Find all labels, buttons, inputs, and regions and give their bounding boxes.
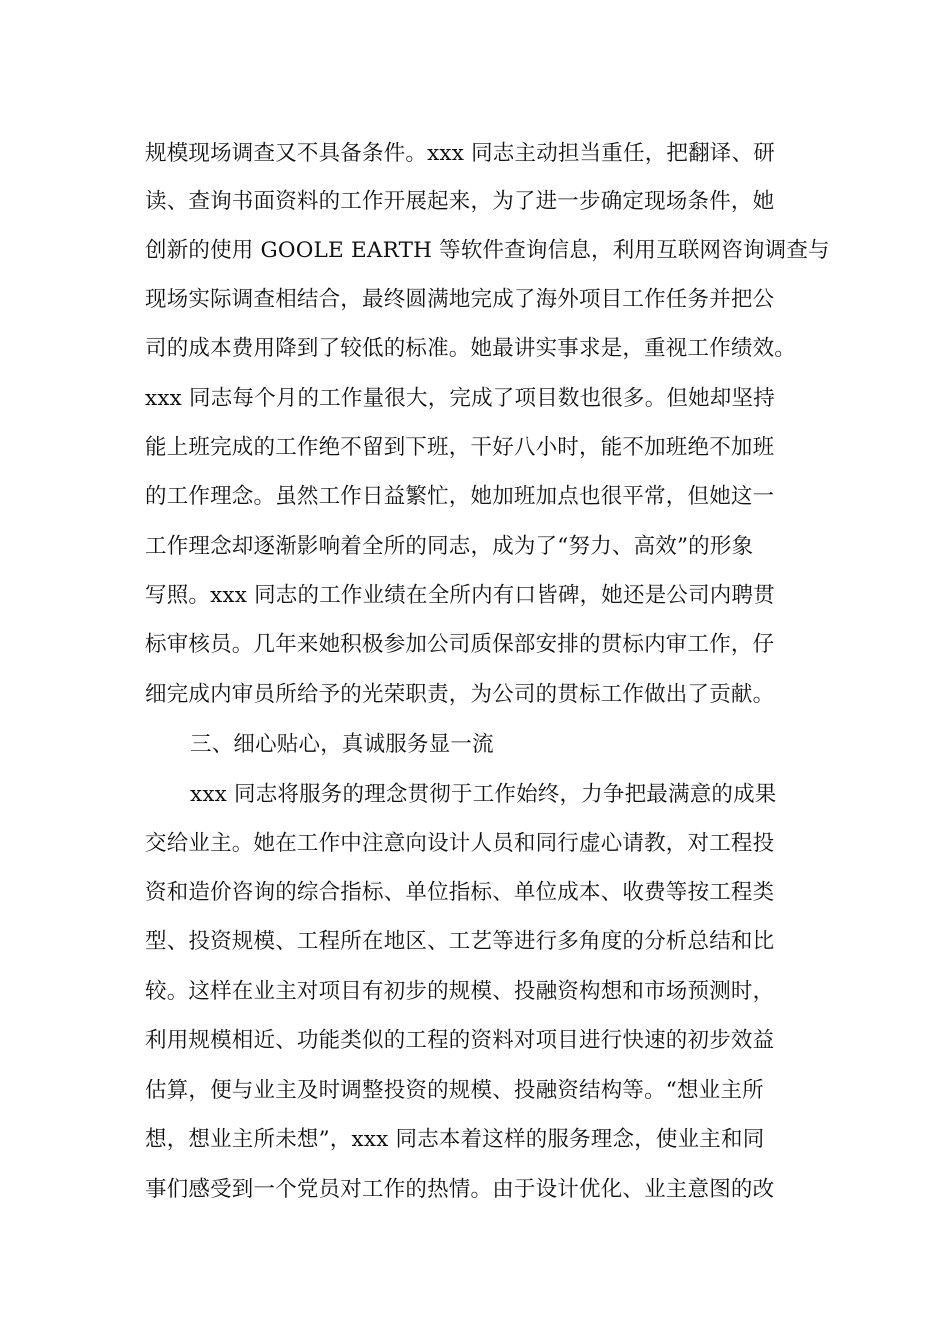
- body-text-line: 的工作理念。虽然工作日益繁忙，她加班加点也很平常，但她这一: [145, 484, 775, 509]
- section-heading: 三、细心贴心，真诚服务显一流: [190, 732, 494, 757]
- body-text-line: 写照。xxx 同志的工作业绩在全所内有口皆碑，她还是公司内聘贯: [145, 583, 775, 608]
- body-text-line: 工作理念却逐渐影响着全所的同志，成为了“努力、高效”的形象: [145, 534, 754, 559]
- body-text-line: 标审核员。几年来她积极参加公司质保部安排的贯标内审工作，仔: [145, 632, 775, 657]
- body-text-line: 现场实际调查相结合，最终圆满地完成了海外项目工作任务并把公: [145, 287, 775, 312]
- body-text-line: xxx 同志每个月的工作量很大，完成了项目数也很多。但她却坚持: [145, 386, 775, 411]
- body-text-line: 事们感受到一个党员对工作的热情。由于设计优化、业主意图的改: [145, 1177, 775, 1202]
- body-text-line: 交给业主。她在工作中注意向设计人员和同行虚心请教，对工程投: [145, 831, 775, 856]
- body-text-line: 规模现场调查又不具备条件。xxx 同志主动担当重任，把翻译、研: [145, 141, 775, 166]
- body-text-line: 司的成本费用降到了较低的标准。她最讲实事求是，重视工作绩效。: [145, 336, 797, 361]
- body-text-line: 利用规模相近、功能类似的工程的资料对项目进行快速的初步效益: [145, 1028, 775, 1053]
- body-text-line: 型、投资规模、工程所在地区、工艺等进行多角度的分析总结和比: [145, 929, 775, 954]
- body-text-line: 资和造价咨询的综合指标、单位指标、单位成本、收费等按工程类: [145, 880, 775, 905]
- body-text-line: 较。这样在业主对项目有初步的规模、投融资构想和市场预测时，: [145, 979, 775, 1004]
- body-text-line: xxx 同志将服务的理念贯彻于工作始终，力争把最满意的成果: [190, 782, 777, 807]
- body-text-line: 创新的使用 GOOLE EARTH 等软件查询信息，利用互联网咨询调查与: [145, 238, 830, 263]
- body-text-line: 读、查询书面资料的工作开展起来，为了进一步确定现场条件，她: [145, 189, 775, 214]
- body-text-line: 想，想业主所未想”，xxx 同志本着这样的服务理念，使业主和同: [145, 1127, 765, 1152]
- body-text-line: 估算，便与业主及时调整投资的规模、投融资结构等。“想业主所: [145, 1078, 764, 1103]
- body-text-line: 细完成内审员所给予的光荣职责，为公司的贯标工作做出了贡献。: [145, 682, 775, 707]
- body-text-line: 能上班完成的工作绝不留到下班，干好八小时，能不加班绝不加班: [145, 435, 775, 460]
